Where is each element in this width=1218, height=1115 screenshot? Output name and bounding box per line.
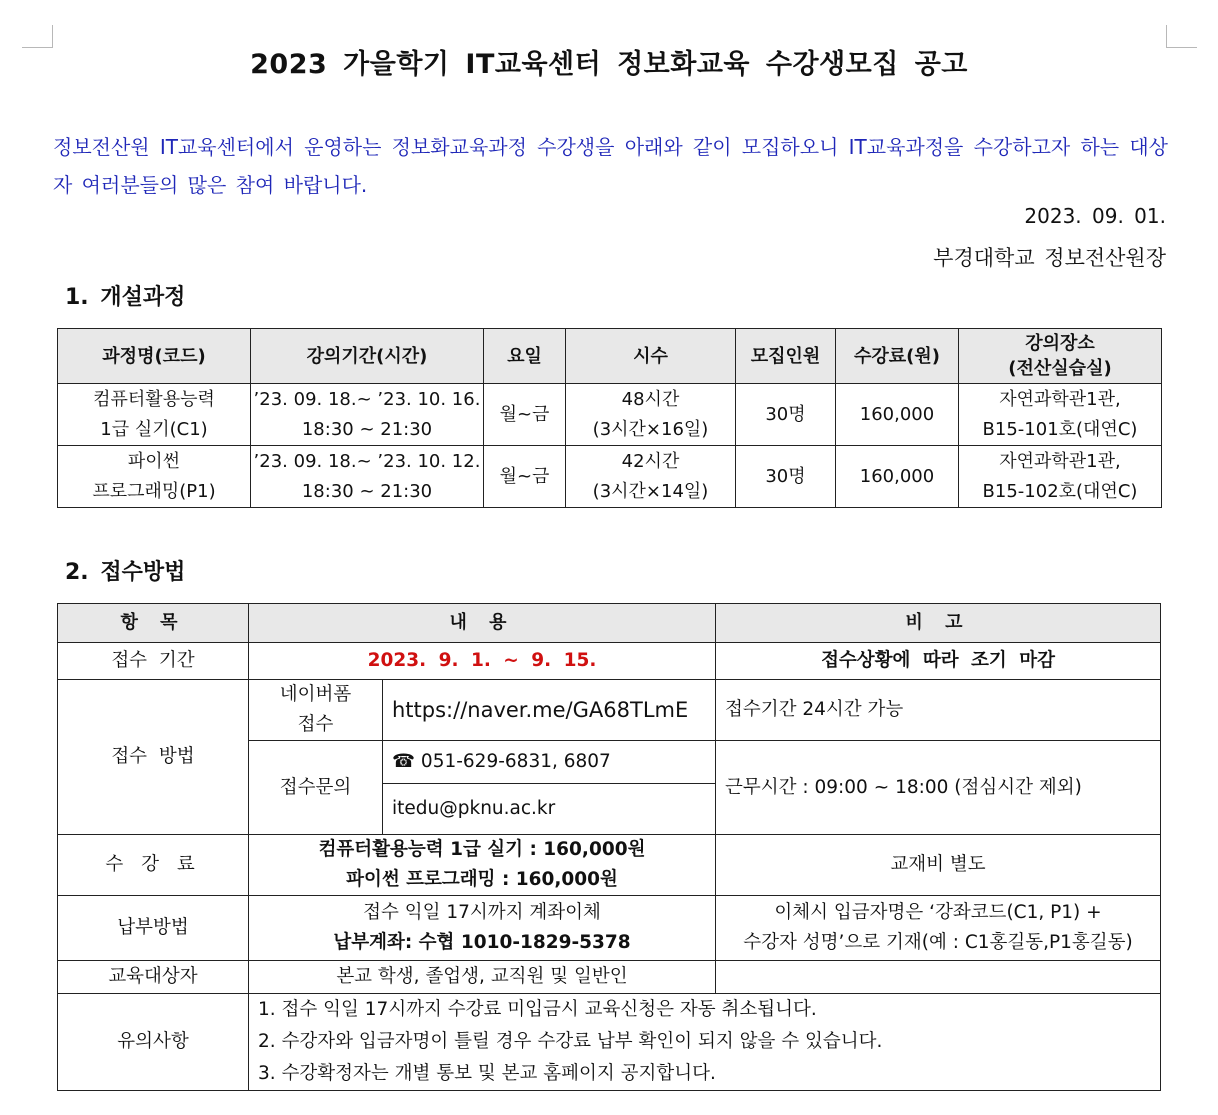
table-row bbox=[58, 994, 1161, 1091]
table-row bbox=[58, 643, 1161, 680]
header-capacity: 모집인원 bbox=[736, 329, 836, 384]
header-hours: 시수 bbox=[566, 329, 736, 384]
course-name: 컴퓨터활용능력 1급 실기(C1) bbox=[58, 384, 251, 446]
header-fee: 수강료(원) bbox=[836, 329, 959, 384]
section-title-courses: 1. 개설과정 bbox=[65, 285, 186, 310]
table-row bbox=[58, 835, 1161, 896]
course-fee: 160,000 bbox=[836, 446, 959, 508]
table-header-row bbox=[58, 329, 1162, 384]
course-fee: 160,000 bbox=[836, 384, 959, 446]
note-item: 1. 접수 익일 17시까지 수강료 미입금시 교육신청은 자동 취소됩니다. bbox=[258, 999, 817, 1020]
header-place: 강의장소 (전산실습실) bbox=[959, 329, 1162, 384]
course-hours: 42시간 (3시간×14일) bbox=[566, 446, 736, 508]
application-period: 2023. 9. 1. ~ 9. 15. bbox=[249, 643, 716, 680]
announcement-date: 2023. 09. 01. bbox=[1024, 204, 1166, 228]
table-row bbox=[58, 680, 1161, 741]
row-label-target: 교육대상자 bbox=[58, 961, 249, 994]
target-note bbox=[716, 961, 1161, 994]
course-capacity: 30명 bbox=[736, 446, 836, 508]
course-name: 파이썬 프로그래밍(P1) bbox=[58, 446, 251, 508]
notes-content bbox=[249, 994, 1161, 1091]
section-title-application: 2. 접수방법 bbox=[65, 560, 186, 585]
document-title: 2023 가을학기 IT교육센터 정보화교육 수강생모집 공고 bbox=[250, 49, 968, 80]
course-days: 월~금 bbox=[484, 446, 566, 508]
payment-content: 접수 익일 17시까지 계좌이체 납부계좌: 수협 1010-1829-5378 bbox=[249, 896, 716, 961]
course-period: ’23. 09. 18.~ ’23. 10. 12. 18:30 ~ 21:30 bbox=[251, 446, 484, 508]
naver-form-label: 네이버폼 접수 bbox=[249, 680, 383, 741]
target-content: 본교 학생, 졸업생, 교직원 및 일반인 bbox=[249, 961, 716, 994]
row-label-fee: 수 강 료 bbox=[58, 835, 249, 896]
note-item: 2. 수강자와 입금자명이 틀릴 경우 수강료 납부 확인이 되지 않을 수 있습니다. bbox=[258, 1031, 883, 1052]
inquiry-email[interactable]: itedu@pknu.ac.kr bbox=[383, 784, 716, 835]
header-remarks: 비 고 bbox=[716, 604, 1161, 643]
table-row bbox=[58, 446, 1162, 508]
inquiry-label: 접수문의 bbox=[249, 741, 383, 835]
header-content: 내 용 bbox=[249, 604, 716, 643]
course-place: 자연과학관1관, B15-102호(대연C) bbox=[959, 446, 1162, 508]
inquiry-phone: ☎ 051-629-6831, 6807 bbox=[383, 741, 716, 784]
naver-form-link[interactable]: https://naver.me/GA68TLmE bbox=[383, 680, 716, 741]
intro-paragraph: 정보전산원 IT교육센터에서 운영하는 정보화교육과정 수강생을 아래와 같이 모집하오니 IT교육과정을 수강하고자 하는 대상자 여러분들의 많은 참여 바랍니다. bbox=[53, 135, 1168, 197]
row-label-notes: 유의사항 bbox=[58, 994, 249, 1091]
header-period: 강의기간(시간) bbox=[251, 329, 484, 384]
signer: 부경대학교 정보전산원장 bbox=[933, 246, 1166, 270]
table-row bbox=[58, 384, 1162, 446]
payment-note: 이체시 입금자명은 ‘강좌코드(C1, P1) + 수강자 성명’으로 기재(예 : C1홍길동,P1홍길동) bbox=[716, 896, 1161, 961]
course-capacity: 30명 bbox=[736, 384, 836, 446]
course-hours: 48시간 (3시간×16일) bbox=[566, 384, 736, 446]
course-period: ’23. 09. 18.~ ’23. 10. 16. 18:30 ~ 21:30 bbox=[251, 384, 484, 446]
header-days: 요일 bbox=[484, 329, 566, 384]
row-label-payment: 납부방법 bbox=[58, 896, 249, 961]
header-course-name: 과정명(코드) bbox=[58, 329, 251, 384]
table-row bbox=[58, 896, 1161, 961]
table-row bbox=[58, 961, 1161, 994]
fee-note: 교재비 별도 bbox=[716, 835, 1161, 896]
row-label-period: 접수 기간 bbox=[58, 643, 249, 680]
row-label-method: 접수 방법 bbox=[58, 680, 249, 835]
application-table bbox=[57, 603, 1161, 1091]
period-note: 접수상황에 따라 조기 마감 bbox=[716, 643, 1161, 680]
course-table bbox=[57, 328, 1162, 508]
course-place: 자연과학관1관, B15-101호(대연C) bbox=[959, 384, 1162, 446]
table-header-row bbox=[58, 604, 1161, 643]
course-days: 월~금 bbox=[484, 384, 566, 446]
office-hours-note: 근무시간 : 09:00 ~ 18:00 (점심시간 제외) bbox=[716, 741, 1161, 835]
header-item: 항 목 bbox=[58, 604, 249, 643]
fee-content: 컴퓨터활용능력 1급 실기 : 160,000원 파이썬 프로그래밍 : 160,000원 bbox=[249, 835, 716, 896]
naver-form-note: 접수기간 24시간 가능 bbox=[716, 680, 1161, 741]
note-item: 3. 수강확정자는 개별 통보 및 본교 홈페이지 공지합니다. bbox=[258, 1063, 716, 1084]
